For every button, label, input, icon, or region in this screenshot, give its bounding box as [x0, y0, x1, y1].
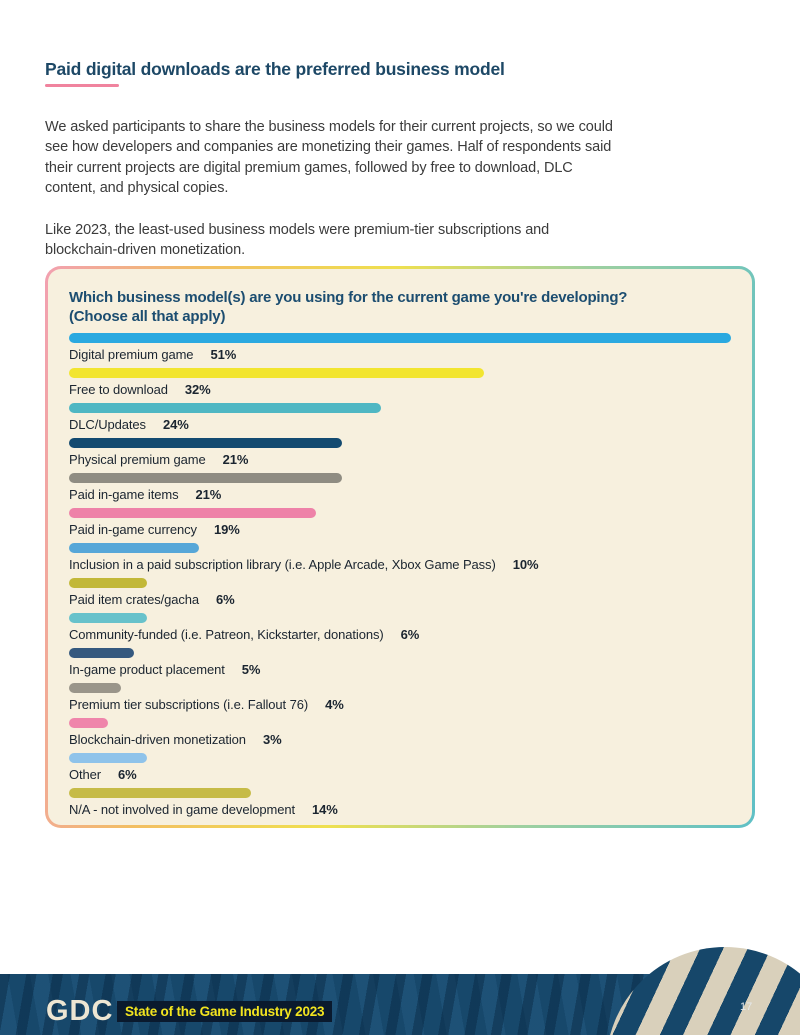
body-paragraph-2: Like 2023, the least-used business models were premium-tier subscriptions and blockchain-driven monetization.	[45, 221, 550, 259]
chart-card-gradient-border	[45, 266, 755, 828]
swirl-globe-graphic	[606, 947, 800, 1035]
chart-title-line-1: Which business model(s) are you using for the current game you're developing?	[69, 289, 628, 306]
bar-value: 3%	[262, 732, 282, 747]
bar-category: Physical premium game	[69, 452, 206, 467]
chart-card	[48, 269, 752, 825]
bar-label	[69, 662, 731, 677]
bar	[69, 543, 199, 553]
chart-row	[69, 333, 731, 362]
bar	[69, 508, 316, 518]
chart-row	[69, 718, 731, 747]
bar	[69, 473, 342, 483]
bar-value: 21%	[222, 452, 249, 467]
bar-label	[69, 802, 731, 817]
bar-label	[69, 557, 731, 572]
chart-row	[69, 613, 731, 642]
bar-label	[69, 627, 731, 642]
bar-label	[69, 522, 731, 537]
bar-category: Digital premium game	[69, 347, 194, 362]
bar	[69, 683, 121, 693]
chart-row	[69, 648, 731, 677]
chart-row	[69, 508, 731, 537]
chart-rows	[69, 333, 731, 817]
bar-value: 5%	[241, 662, 261, 677]
bar-category: N/A - not involved in game development	[69, 802, 295, 817]
bar-category: Premium tier subscriptions (i.e. Fallout 76)	[69, 697, 309, 712]
chart-title	[69, 288, 731, 326]
bar-category: Paid in-game currency	[69, 522, 197, 537]
chart-row	[69, 788, 731, 817]
bar-label	[69, 452, 731, 467]
footer-banner: State of the Game Industry 2023	[117, 1001, 332, 1022]
bar-value: 14%	[312, 802, 338, 817]
chart-row	[69, 368, 731, 397]
body-paragraph-1: We asked participants to share the business models for their current projects, so we could see how developers and companies are monetizing their games. Half of respondents said their current projects are digital premium games, followed by free to download, DLC content, and physical copies.	[45, 118, 613, 197]
bar-label	[69, 697, 731, 712]
bar-value: 6%	[400, 627, 420, 642]
heading-underline-rule	[45, 84, 119, 87]
bar-category: Blockchain-driven monetization	[69, 732, 246, 747]
gdc-logo: GDC	[46, 995, 114, 1027]
bar	[69, 753, 147, 763]
chart-row	[69, 473, 731, 502]
bar-value: 24%	[162, 417, 189, 432]
chart-row	[69, 543, 731, 572]
bar-category: Paid item crates/gacha	[69, 592, 200, 607]
bar	[69, 438, 342, 448]
bar-value: 6%	[216, 592, 235, 607]
bar-value: 4%	[325, 697, 344, 712]
bar-value: 51%	[210, 347, 237, 362]
chart-row	[69, 683, 731, 712]
bar-category: Free to download	[69, 382, 168, 397]
bar-category: Other	[69, 767, 102, 782]
bar-category: Community-funded (i.e. Patreon, Kickstarter, donations)	[69, 627, 384, 642]
bar-label	[69, 382, 731, 397]
bar	[69, 578, 147, 588]
bar	[69, 368, 484, 378]
bar-category: DLC/Updates	[69, 417, 146, 432]
bar-value: 21%	[195, 487, 222, 502]
bar-category: Paid in-game items	[69, 487, 179, 502]
bar	[69, 613, 147, 623]
bar-label	[69, 347, 731, 362]
bar-value: 19%	[213, 522, 240, 537]
bar	[69, 788, 251, 798]
bar-label	[69, 592, 731, 607]
page-title: Paid digital downloads are the preferred business model	[45, 58, 505, 79]
chart-row	[69, 753, 731, 782]
bar-category: In-game product placement	[69, 662, 225, 677]
bar	[69, 403, 381, 413]
bar	[69, 333, 731, 343]
chart-title-line-2: (Choose all that apply)	[69, 308, 226, 325]
bar	[69, 718, 108, 728]
chart-row	[69, 578, 731, 607]
bar-value: 10%	[512, 557, 539, 572]
bar-label	[69, 417, 731, 432]
bar-value: 6%	[118, 767, 137, 782]
bar	[69, 648, 134, 658]
bar-label	[69, 487, 731, 502]
bar-label	[69, 732, 731, 747]
chart-row	[69, 438, 731, 467]
page-number: 17	[740, 1001, 753, 1013]
chart-row	[69, 403, 731, 432]
bar-value: 32%	[184, 382, 211, 397]
bar-label	[69, 767, 731, 782]
bar-category: Inclusion in a paid subscription library (i.e. Apple Arcade, Xbox Game Pass)	[69, 557, 496, 572]
